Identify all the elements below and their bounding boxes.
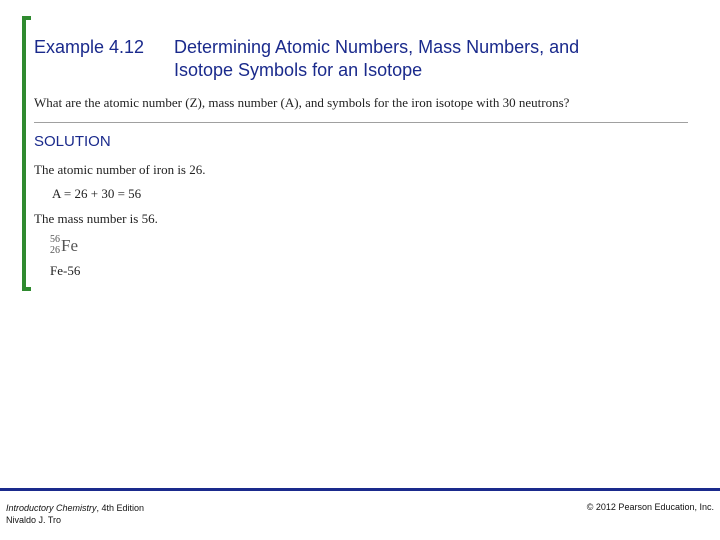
section-divider — [34, 122, 688, 123]
footer-rule — [0, 488, 720, 491]
footer-book-title: Introductory Chemistry — [6, 503, 97, 513]
green-bracket-decoration — [22, 16, 31, 291]
footer-copyright: © 2012 Pearson Education, Inc. — [586, 502, 714, 512]
isotope-element: Fe — [61, 236, 78, 255]
footer-citation — [6, 502, 144, 526]
mass-number-equation: A = 26 + 30 = 56 — [52, 186, 142, 201]
atomic-number-statement: The atomic number of iron is 26. — [34, 162, 206, 177]
question-text: What are the atomic number (Z), mass number (A), and symbols for the iron isotope with 30 neutrons? — [34, 95, 570, 110]
example-title-line2: Isotope Symbols for an Isotope — [174, 60, 423, 80]
example-title — [34, 36, 579, 82]
isotope-atomic-number: 26 — [50, 245, 60, 256]
example-label: Example 4.12 — [34, 37, 145, 57]
mass-number-statement: The mass number is 56. — [34, 211, 158, 226]
isotope-symbol — [50, 234, 78, 260]
footer-edition: , 4th Edition — [96, 503, 145, 513]
solution-heading: SOLUTION — [34, 133, 111, 150]
isotope-name: Fe-56 — [50, 263, 81, 278]
example-title-line1: Determining Atomic Numbers, Mass Numbers, and — [174, 37, 580, 57]
footer-author: Nivaldo J. Tro — [6, 515, 62, 525]
isotope-mass-number: 56 — [50, 234, 60, 245]
isotope-numbers — [50, 234, 60, 256]
